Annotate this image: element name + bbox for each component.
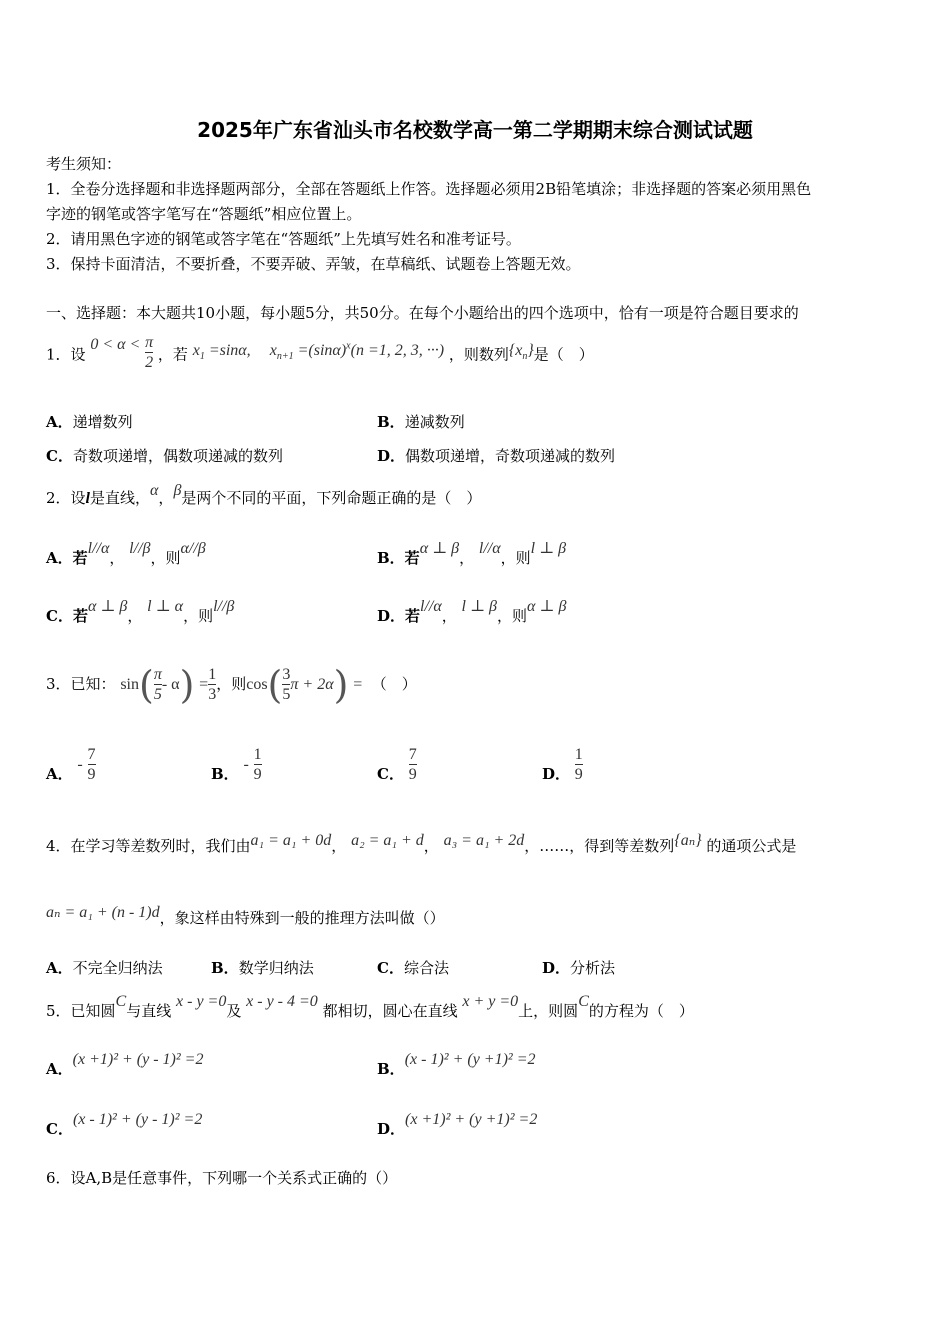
q5-line-1: x - y =0 [176,993,227,1010]
notice-item-2: 2．请用黑色字迹的钢笔或答字笔在“答题纸”上先填写姓名和准考证号。 [46,230,521,248]
q1-recurrence: $x_{n+1} =(\sin\alpha)^x(n =1$, 2, 3, ···) [269,341,445,363]
q5-line-3: x + y =0 [462,993,519,1010]
q2-beta: β [173,482,182,499]
q3-pi-over-5: $\frac{\pi}{5}$ [153,665,162,703]
q1-number: 1．设 [46,345,86,364]
q4-formula: aₙ = a₁ + (n - 1)d [46,904,160,921]
q1-option-c[interactable]: C．奇数项递增，偶数项递减的数列 [46,447,283,465]
q5-option-b[interactable]: B．(x - 1)² + (y +1)² =2 [377,1051,536,1078]
q2-option-c[interactable]: C．若α ⊥ β， l ⊥ α，则l//β [46,598,235,625]
q3-option-c[interactable]: C． $\frac{7}{9}$ [377,745,417,783]
question-6: 6．设A,B是任意事件，下列哪一个关系式正确的（） [46,1169,398,1187]
q3-option-a[interactable]: A． - $\frac{7}{9}$ [46,745,96,783]
q1-end: 是（ ） [533,345,594,364]
q5-option-c[interactable]: C．(x - 1)² + (y - 1)² =2 [46,1111,203,1138]
notice-item-3: 3．保持卡面清洁，不要折叠，不要弄破、弄皱，在草稿纸、试题卷上答题无效。 [46,255,581,273]
q2-option-d[interactable]: D．若l//α， l ⊥ β，则α ⊥ β [377,598,567,625]
q2-option-b[interactable]: B．若α ⊥ β， l//α，则l ⊥ β [377,540,567,567]
q1-tail: ，则数列 [448,345,509,364]
q1-sequence: $\{x_n\}$ [508,342,534,363]
q1-option-a[interactable]: A．递增数列 [46,413,133,431]
question-3: 3．已知： sin( $\frac{\pi}{5}$ - α) = $\frac{1}{3}$ ，则cos( $\frac{3}{5}$ π + 2α) = （ ） [46,663,417,707]
q3-one-third: $\frac{1}{3}$ [208,665,217,703]
question-1 [46,326,594,376]
q1-pi-over-2: $\frac{\pi}{2}$ [145,334,154,371]
q2-alpha: α [150,482,159,499]
q5-option-a[interactable]: A．(x +1)² + (y - 1)² =2 [46,1051,204,1078]
question-2: 2．设l是直线，α，β是两个不同的平面，下列命题正确的是（ ） [46,482,482,507]
q1-option-b[interactable]: B．递减数列 [377,413,465,431]
question-5: 5．已知圆C与直线 x - y =0及 x - y - 4 =0 都相切，圆心在直线 x + y =0上，则圆C的方程为（ ） [46,993,694,1020]
notice-item-1: 1．全卷分选择题和非选择题两部分，全部在答题纸上作答。选择题必须用2B铅笔填涂；非选择题的答案必须用黑色 [46,180,812,198]
notice-heading: 考生须知： [46,155,122,173]
notice-item-1-cont: 字迹的钢笔或答字笔写在“答题纸”相应位置上。 [46,205,362,223]
q5-line-2: x - y - 4 =0 [246,993,318,1010]
q4-option-d[interactable]: D．分析法 [542,959,616,977]
q4-formula-line: aₙ = a₁ + (n - 1)d，象这样由特殊到一般的推理方法叫做（） [46,904,445,927]
q1-option-d[interactable]: D．偶数项递增，奇数项递减的数列 [377,447,616,465]
q4-option-c[interactable]: C．综合法 [377,959,449,977]
section-heading: 一、选择题：本大题共10小题，每小题5分，共50分。在每个小题给出的四个选项中，恰有一项是符合题目要求的 [46,304,799,322]
q5-circle-c: C [115,993,127,1010]
q3-three-fifths: $\frac{3}{5}$ [282,665,291,703]
q1-if: ，若 [157,345,188,364]
q4-eq-1: a₁ = a₁ + 0d [250,832,332,849]
q1-condition: 0 < α < [90,336,141,354]
q4-option-a[interactable]: A．不完全归纳法 [46,959,163,977]
page-title: 2025年广东省汕头市名校数学高一第二学期期末综合测试试题 [197,118,753,142]
q1-x1-def: $x_1 =\sin\alpha$, [192,342,251,363]
q4-option-b[interactable]: B．数学归纳法 [211,959,314,977]
q2-line-l: l [85,490,90,507]
q4-sequence: {aₙ} [674,832,702,849]
q4-eq-2: a₂ = a₁ + d [351,832,424,849]
q2-option-a[interactable]: A．若l//α， l//β，则α//β [46,540,206,567]
q5-option-d[interactable]: D．(x +1)² + (y +1)² =2 [377,1111,538,1138]
question-4: 4．在学习等差数列时，我们由a₁ = a₁ + 0d， a₂ = a₁ + d， a₃ = a₁ + 2d，……，得到等差数列{aₙ} 的通项公式是 [46,832,797,855]
q3-option-b[interactable]: B． - $\frac{1}{9}$ [211,745,262,783]
q4-eq-3: a₃ = a₁ + 2d [443,832,525,849]
q3-option-d[interactable]: D． $\frac{1}{9}$ [542,745,583,783]
q3-sin: sin [120,676,139,693]
q3-cos: cos [246,676,268,693]
